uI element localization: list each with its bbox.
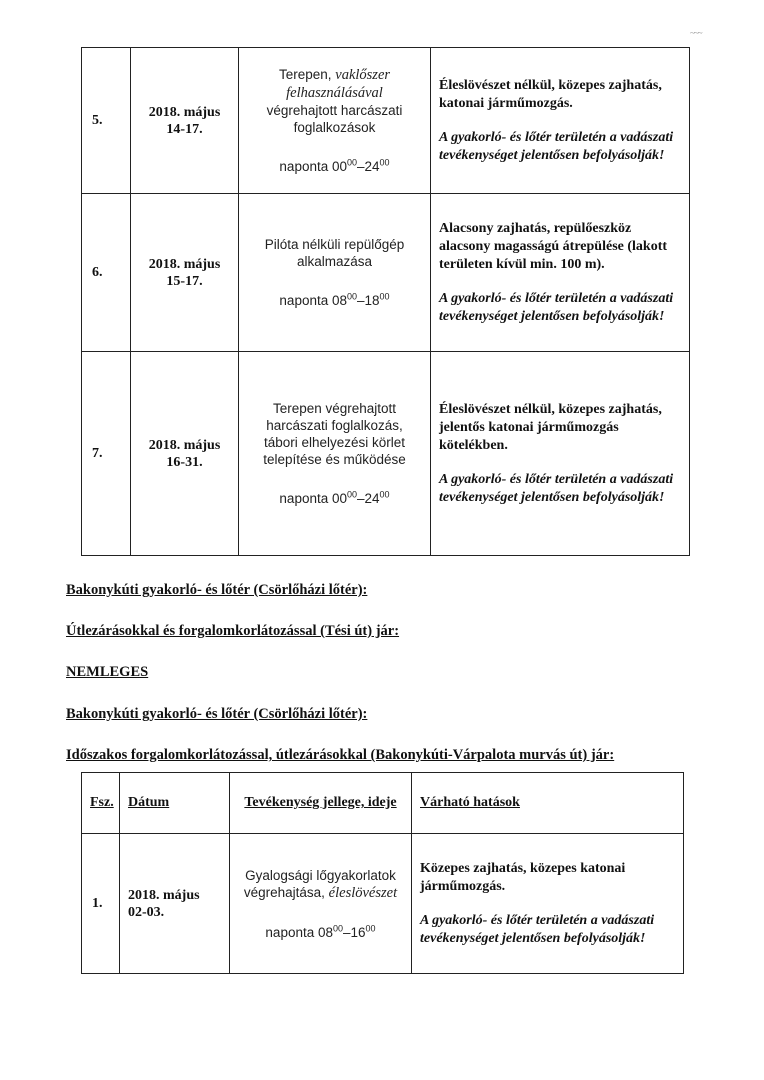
row-date (131, 194, 239, 352)
schedule-table-2 (81, 772, 684, 974)
activity-time: naponta $00^{00}-24^{00}$ (279, 489, 390, 506)
effects-text: Éleslövészet nélkül, közepes zajhatás, katonai járműmozgás. (439, 77, 662, 111)
effects-warning: A gyakorló- és lőtér területén a vadászati tevékenységet jelentősen befolyásolják! (439, 290, 674, 324)
row-effects (431, 48, 690, 194)
activity-italic: éleslövészet (328, 884, 398, 901)
table-header-row (82, 773, 684, 834)
activity-text: Terepen végrehajtott harcászati foglalkozás, tábori elhelyezési körlet telepítése és működése (263, 401, 406, 467)
table-row (82, 48, 690, 194)
row-effects (412, 834, 684, 974)
effects-warning: A gyakorló- és lőtér területén a vadászati tevékenységet jelentősen befolyásolják! (420, 912, 655, 946)
activity-text: Pilóta nélküli repülőgép alkalmazása (264, 237, 405, 269)
date-line: 2018. május (148, 104, 221, 120)
row-number: 1. (82, 834, 120, 974)
row-activity (239, 194, 431, 352)
header-num: Fsz. (82, 773, 120, 834)
activity-text: Gyalogsági lőgyakorlatok végrehajtása, (243, 867, 396, 900)
row-effects (431, 194, 690, 352)
date-line: 2018. május (148, 437, 221, 453)
table-row (82, 194, 690, 352)
section-heading: Útlezárásokkal és forgalomkorlátozással (Tési út) jár: (66, 623, 400, 639)
row-date (131, 352, 239, 556)
section-heading: Bakonykúti gyakorló- és lőtér (Csörlőházi lőtér): (66, 706, 368, 722)
effects-warning: A gyakorló- és lőtér területén a vadászati tevékenységet jelentősen befolyásolják! (439, 129, 674, 163)
row-number: 7. (82, 352, 131, 556)
date-line: 02-03. (128, 904, 165, 920)
activity-time: naponta $08^{00}-18^{00}$ (279, 291, 390, 308)
effects-text: Közepes zajhatás, közepes katonai járműmozgás. (420, 860, 626, 894)
date-line: 14-17. (166, 121, 203, 137)
section-heading: Bakonykúti gyakorló- és lőtér (Csörlőházi lőtér): (66, 582, 368, 598)
activity-text: végrehajtott harcászati foglalkozások (266, 103, 403, 135)
row-number: 5. (82, 48, 131, 194)
activity-time: naponta $08^{00}-16^{00}$ (265, 923, 376, 940)
row-activity (239, 48, 431, 194)
scan-mark: ~~~ (690, 28, 702, 38)
date-line: 2018. május (128, 887, 200, 903)
section-heading: NEMLEGES (66, 664, 149, 680)
header-activity: Tevékenység jellege, ideje (230, 773, 412, 834)
date-line: 15-17. (166, 273, 203, 289)
effects-text: Alacsony zajhatás, repülőeszköz alacsony magasságú átrepülése (lakott területen kívül min. 100 m). (439, 220, 668, 272)
activity-time: naponta $00^{00}-24^{00}$ (279, 157, 390, 174)
section-heading: Időszakos forgalomkorlátozással, útlezárásokkal (Bakonykúti-Várpalota murvás út) jár: (66, 747, 615, 763)
row-date (120, 834, 230, 974)
header-effects: Várható hatások (412, 773, 684, 834)
effects-text: Éleslövészet nélkül, közepes zajhatás, jelentős katonai járműmozgás kötelékben. (439, 401, 662, 453)
date-line: 16-31. (166, 454, 203, 470)
row-effects (431, 352, 690, 556)
row-activity (239, 352, 431, 556)
header-date: Dátum (120, 773, 230, 834)
activity-italic: vaklőszer felhasználásával (286, 67, 391, 101)
row-number: 6. (82, 194, 131, 352)
row-date (131, 48, 239, 194)
table-row (82, 352, 690, 556)
activity-text: Terepen, (278, 67, 336, 82)
effects-warning: A gyakorló- és lőtér területén a vadászati tevékenységet jelentősen befolyásolják! (439, 471, 674, 505)
table-row (82, 834, 684, 974)
date-line: 2018. május (148, 256, 221, 272)
row-activity (230, 834, 412, 974)
schedule-table-1 (81, 47, 690, 556)
